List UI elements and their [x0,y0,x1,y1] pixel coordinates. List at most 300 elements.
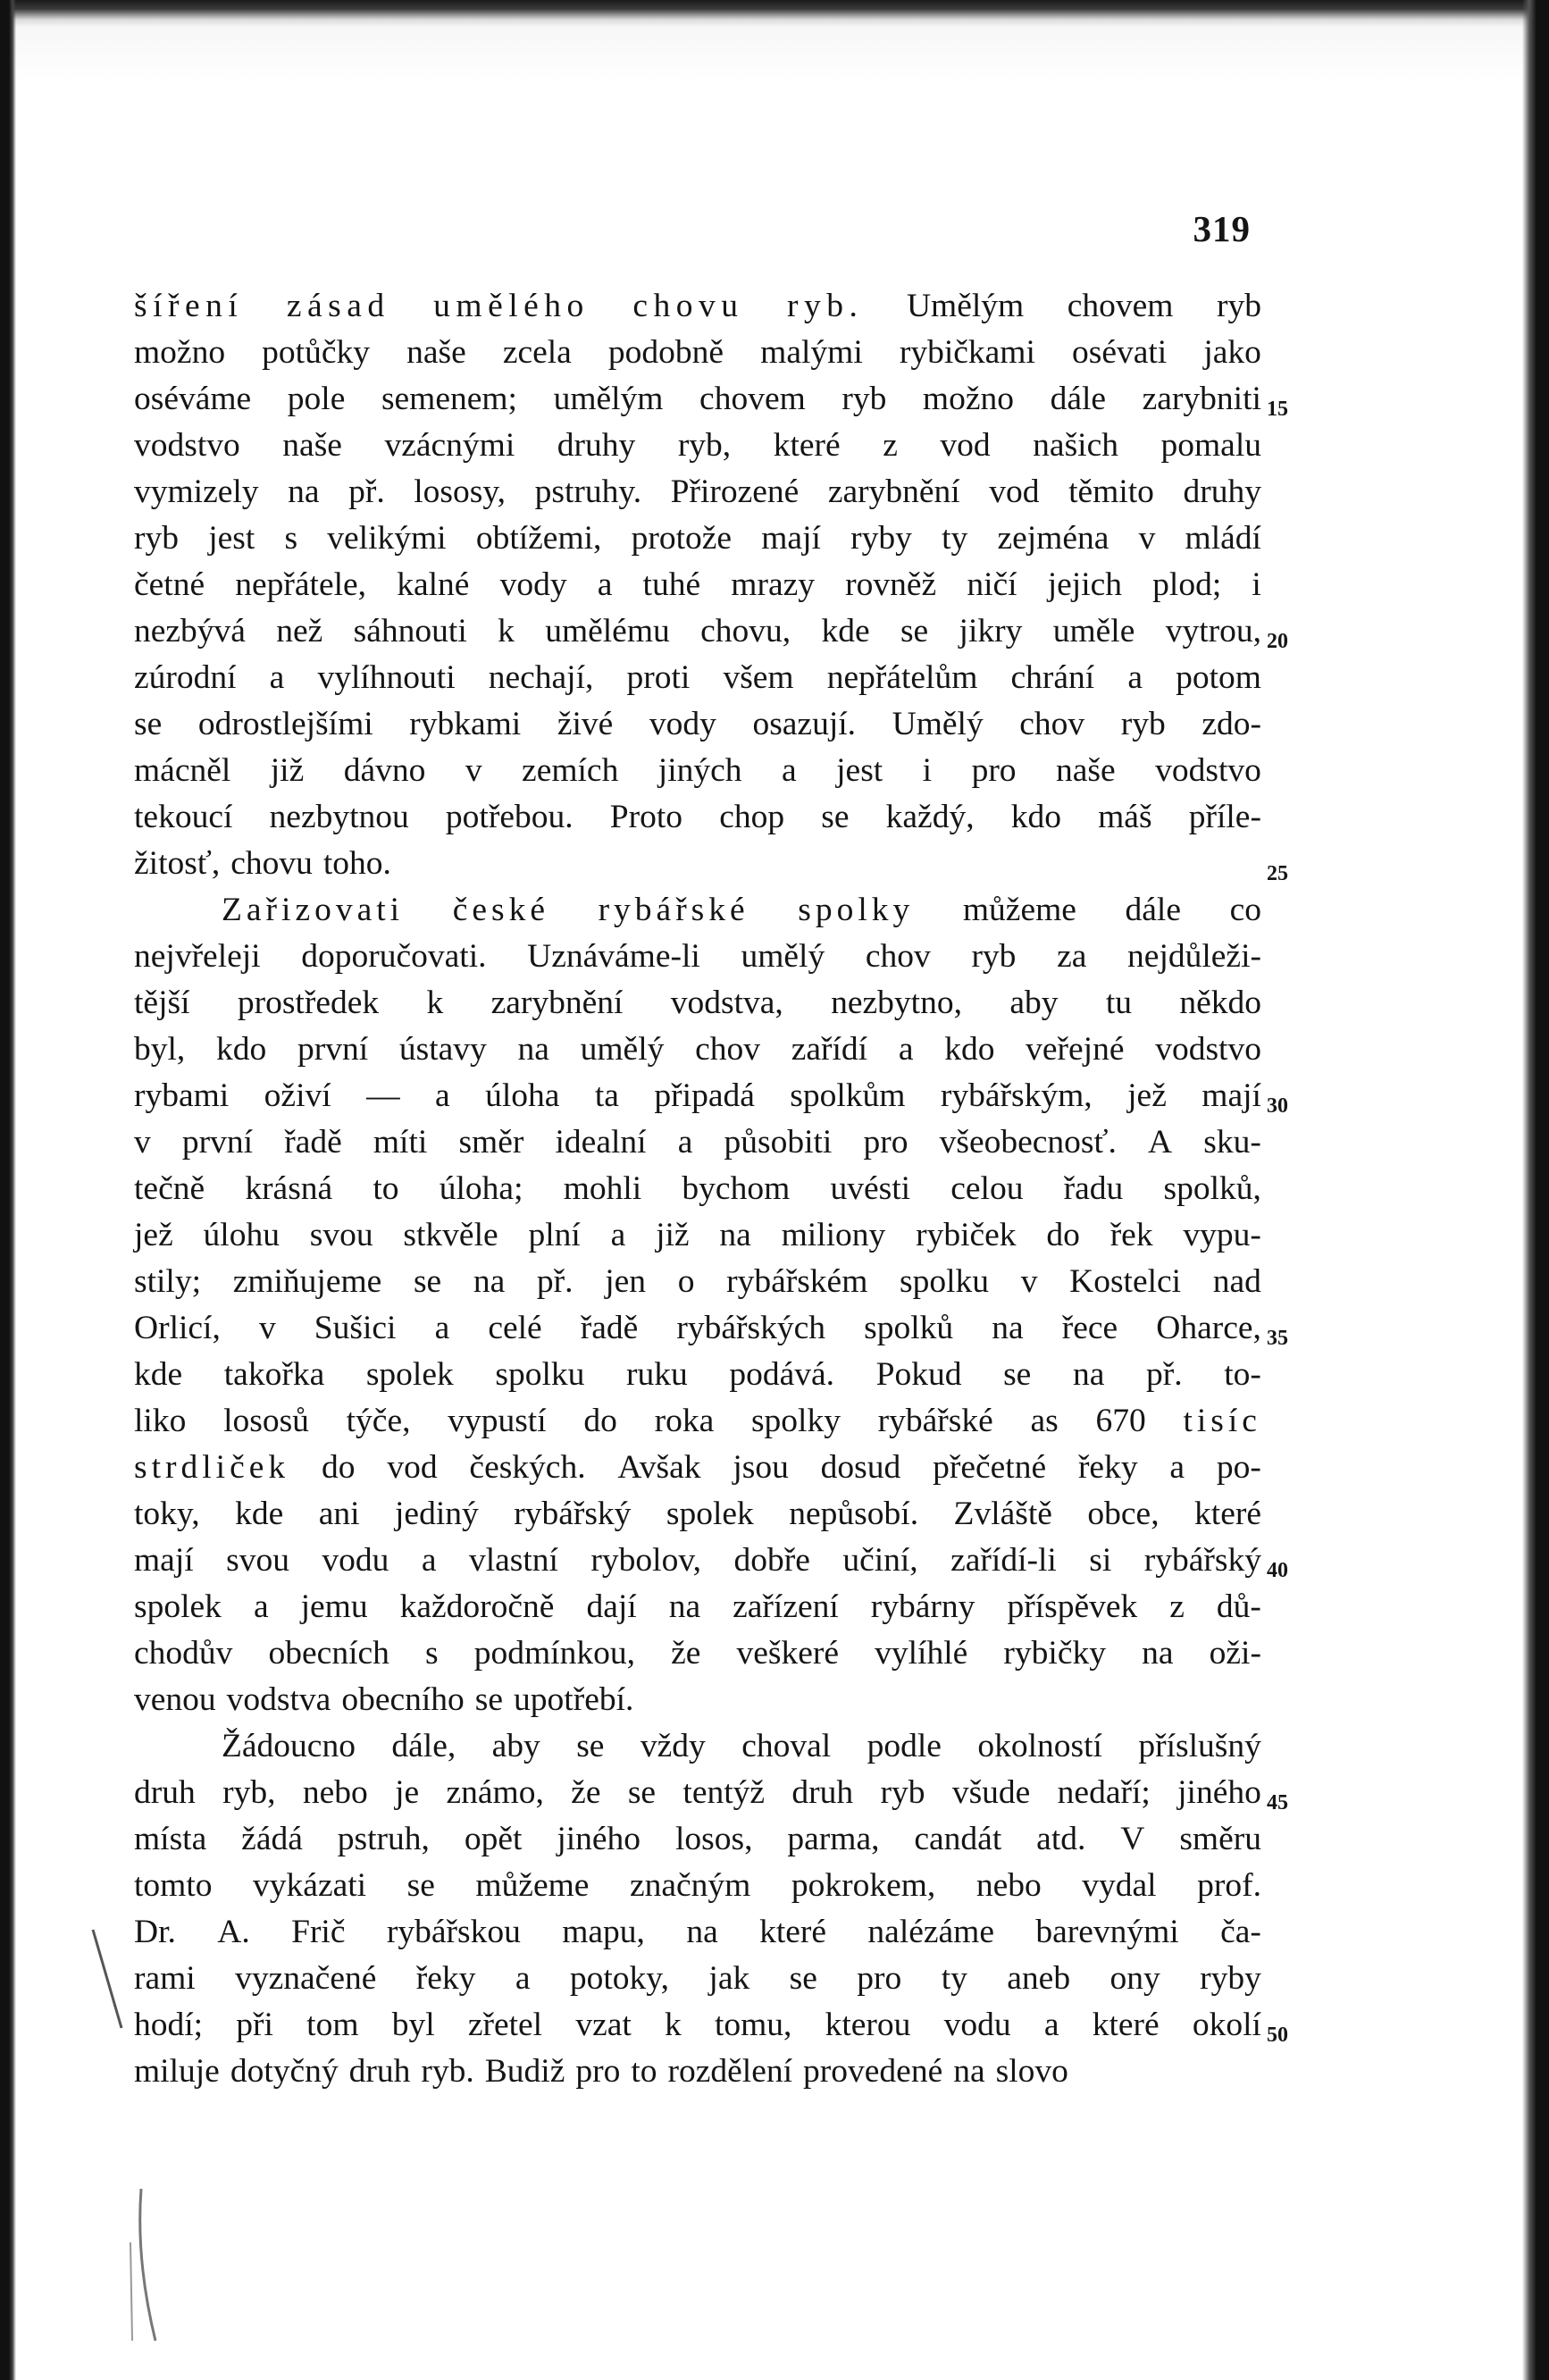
word: lososů [223,1403,309,1439]
word: Sušici [314,1310,397,1346]
word: ústavy [398,1031,487,1068]
word: stkvěle [403,1217,498,1253]
word: proti [626,659,691,696]
word: spolků, [1163,1170,1261,1207]
text-line [134,1909,1261,1956]
word: A. [217,1914,250,1950]
scan-edge-right [1522,0,1549,2380]
line-number-45: 45 [1267,1791,1288,1814]
word: všeobecnosť. [939,1124,1117,1161]
word: druhy [1183,473,1261,510]
word: nezbytno, [831,985,962,1021]
word: spolek [666,1496,754,1532]
word: ryby [1200,1960,1261,1997]
word: tější [134,985,190,1021]
word: potom [1176,659,1261,696]
word: v [1020,1263,1038,1300]
word: ryb [1120,706,1166,742]
word: které [1092,2007,1160,2043]
word: miluje [134,2053,220,2090]
word: se [1003,1356,1032,1393]
word: to- [1224,1356,1261,1393]
word: na [1142,1635,1174,1672]
word: v [465,752,482,789]
word: první [297,1031,369,1068]
word: učiní, [842,1542,918,1579]
word: příle- [1188,799,1261,835]
word: př. [536,1263,574,1300]
word: bychom [682,1170,791,1207]
word: je [395,1774,420,1811]
word: se [627,1774,657,1811]
text-line [134,1119,1261,1166]
word: se [576,1728,605,1764]
word: těmito [1068,473,1154,510]
text-line [134,748,1261,794]
word: českých. [469,1449,586,1486]
word: okolí [1192,2007,1261,2043]
word: prostředek [237,985,380,1021]
word: spolků [864,1310,954,1346]
word: týče, [346,1403,411,1439]
word: spolku [900,1263,990,1300]
word: vydal [1082,1867,1157,1904]
word: v [1138,520,1156,557]
line-number-35: 35 [1267,1327,1288,1350]
word: zarybniti [1142,381,1261,417]
word: nejvřeleji [134,938,261,975]
text-line [134,330,1261,376]
page-number: 319 [1193,208,1251,249]
word: se [789,1960,817,1997]
word: dosud [820,1449,901,1486]
word: to [631,2053,657,2090]
text-line [134,1723,1261,1770]
word: vod [989,473,1040,510]
word: rybářský [514,1496,632,1532]
text-line [134,1584,1261,1630]
text-line [134,376,1261,423]
word: se [406,1867,435,1904]
word: př. [348,473,385,510]
word: podává. [729,1356,835,1393]
word: pstruh, [337,1821,430,1857]
word: podmínkou, [473,1635,635,1672]
word: že [671,1635,701,1672]
word: zejména [997,520,1109,557]
word: lososy, [414,473,507,510]
word: zmiňujeme [232,1263,382,1300]
word: oséváme [134,381,252,417]
word: A [1148,1124,1173,1161]
word: dále, [391,1728,456,1764]
word: vylíhlé [875,1635,968,1672]
word: jikry [959,613,1023,649]
text-line [134,1259,1261,1305]
word: možno [922,381,1014,417]
word: zcela [502,334,572,371]
word: vytrou, [1165,613,1261,649]
text-line [134,1538,1261,1584]
word: ta [594,1077,619,1114]
paragraph [134,1723,1261,2095]
word: jež [1127,1077,1167,1114]
word: obecního [341,1681,465,1718]
word: spolky [750,1403,841,1439]
word: to [373,1170,399,1207]
word: působiti [724,1124,833,1161]
text-line [134,1027,1261,1073]
word: co [1229,892,1261,928]
word: jest [836,752,883,789]
text-line [134,1816,1261,1863]
word: uměle [1052,613,1135,649]
word: zarybnění [490,985,624,1021]
word: dávno [343,752,426,789]
word: kde [134,1356,183,1393]
word: kde [821,613,870,649]
word: obecních [268,1635,389,1672]
word: každý, [885,799,975,835]
word: našich [1033,427,1118,464]
word: v [134,1124,151,1161]
word: nepřátele, [235,566,367,603]
word: ryb [880,1774,925,1811]
word: Kostelci [1069,1263,1182,1300]
word: vodu [943,2007,1011,2043]
word: žádá [241,1821,303,1857]
word: oživí [264,1077,331,1114]
text-line [134,515,1261,562]
word: barevnými [1035,1914,1179,1950]
word: nezbývá [134,613,246,649]
line-number-15: 15 [1267,398,1288,421]
word: ča- [1220,1914,1261,1950]
word: obce, [1087,1496,1160,1532]
word: značným [629,1867,751,1904]
word: Umělým [906,288,1025,324]
word: tomto [134,1867,213,1904]
word: takořka [223,1356,325,1393]
word: nepřátelům [826,659,978,696]
word: chovem [699,381,806,417]
word: na [668,1588,701,1625]
word: se [821,799,850,835]
word: veřejné [1026,1031,1125,1068]
word: idealní [555,1124,647,1161]
word: nedaří; [1057,1774,1151,1811]
word: mládí [1185,520,1261,557]
word: venou [134,1681,216,1718]
word: atd. [1036,1821,1086,1857]
text-line [134,1445,1261,1491]
word: se [900,613,929,649]
word: můžeme [475,1867,590,1904]
word: rybářské [877,1403,993,1439]
word: tomu, [714,2007,792,2043]
word: možno [134,334,226,371]
word: můžeme [962,892,1076,928]
word: a [421,1542,437,1579]
word: vod [940,427,991,464]
word: ryb. [787,288,864,324]
word: nechají, [488,659,594,696]
word: parma, [787,1821,880,1857]
word: rybami [134,1077,230,1114]
word: tom [306,2007,359,2043]
word: dotyčný [230,2053,339,2090]
word: V [1120,1821,1145,1857]
word: do [321,1449,356,1486]
word: prof. [1197,1867,1261,1904]
word: vody [649,706,716,742]
word: a [597,566,613,603]
word: mají [134,1542,194,1579]
text-line [134,934,1261,980]
word: směru [1179,1821,1261,1857]
word: svou [226,1542,289,1579]
word: vylíhnouti [317,659,456,696]
word: pstruhy. [534,473,642,510]
word: Oharce, [1156,1310,1261,1346]
word: byl [391,2007,435,2043]
word: četné [134,566,205,603]
word: tu [1105,985,1132,1021]
word: ryb [1216,288,1261,324]
word: nepůsobí. [789,1496,919,1532]
word: a [610,1217,626,1253]
word: rami [134,1960,196,1997]
word: sku- [1203,1124,1261,1161]
word: někdo [1179,985,1261,1021]
word: zdo- [1202,706,1261,742]
word: ruku [625,1356,688,1393]
word: řeky [1077,1449,1138,1486]
word: roka [654,1403,715,1439]
text-line [134,1630,1261,1677]
word: vody [499,566,567,603]
line-number-20: 20 [1267,630,1288,653]
word: kdo [1010,799,1061,835]
word: provedené [803,2053,943,2090]
text-line [134,1352,1261,1398]
word: vod [387,1449,438,1486]
word: jemu [300,1588,368,1625]
word: krásná [245,1170,333,1207]
text-line [134,1073,1261,1119]
scan-edge-left [0,0,16,2380]
word: a [435,1077,450,1114]
word: potoky, [569,1960,669,1997]
word: protože [631,520,733,557]
word: za [1057,938,1087,975]
word: chovu, [700,613,791,649]
word: nalézáme [867,1914,994,1950]
word: stily; [134,1263,202,1300]
word: podle [867,1728,942,1764]
word: vodstvo [1155,752,1261,789]
word: každoročně [399,1588,555,1625]
word: tisíc [1183,1403,1261,1439]
word: pro [575,2053,621,2090]
word: potřebou. [445,799,574,835]
word: řadu [1063,1170,1124,1207]
word: rybkami [409,706,522,742]
word: na [686,1914,718,1950]
word: miliony [781,1217,886,1253]
word: aneb [1007,1960,1071,1997]
word: odrostlejšími [197,706,373,742]
word: jiných [657,752,742,789]
word: kdo [216,1031,267,1068]
word: plod; [1152,566,1222,603]
word: jejich [1047,566,1123,603]
word: nad [1212,1263,1261,1300]
word: při [236,2007,273,2043]
line-number-30: 30 [1267,1094,1288,1118]
word: řeky [415,1960,476,1997]
word: zásad [286,288,390,324]
word: semenem; [381,381,517,417]
word: uvésti [830,1170,911,1207]
word: řadě [284,1124,342,1161]
word: Avšak [617,1449,701,1486]
word: druh [134,1774,196,1811]
word: veškeré [736,1635,840,1672]
word: vypustí [448,1403,547,1439]
word: a [677,1124,693,1161]
word: doporučovati. [301,938,487,975]
word: Přirozené [670,473,800,510]
word: zarybnění [827,473,960,510]
word: a [1043,2007,1059,2043]
word: rozdělení [667,2053,793,2090]
text-line [134,1956,1261,2002]
word: chovu [230,845,313,882]
word: Proto [609,799,683,835]
word: umělým [553,381,664,417]
word: již [270,752,305,789]
word: dů- [1216,1588,1261,1625]
word: nezbytnou [269,799,409,835]
word: chrání [1010,659,1095,696]
word: strdliček [134,1449,290,1486]
word: rybářský [1143,1542,1261,1579]
word: pro [971,752,1017,789]
text-line [134,794,1261,841]
word: příslušný [1138,1728,1261,1764]
word: ryby [850,520,912,557]
word: a [434,1310,450,1346]
word: aby [491,1728,540,1764]
word: zemích [522,752,619,789]
word: toky, [134,1496,200,1532]
word: všude [951,1774,1031,1811]
word: oži- [1209,1635,1261,1672]
word: kterou [825,2007,911,2043]
word: o [677,1263,695,1300]
word: a [898,1031,914,1068]
word: mají [1202,1077,1261,1114]
word: s [425,1635,439,1672]
text-line [134,701,1261,748]
word: nejdůleži- [1127,938,1261,975]
word: ryb. [421,2053,474,2090]
word: — [366,1077,400,1114]
word: svou [309,1217,373,1253]
word: z [883,427,898,464]
word: se [474,1681,504,1718]
word: kde [235,1496,284,1532]
word: dále [1050,381,1107,417]
word: a [1169,1449,1185,1486]
word: pomalu [1160,427,1261,464]
word: příspěvek [1007,1588,1138,1625]
word: vždy [640,1728,706,1764]
word: zúrodní [134,659,237,696]
word: rybičky [1003,1635,1106,1672]
word: tentýž [682,1774,766,1811]
word: druh [348,2053,411,2090]
word: rybárny [870,1588,975,1625]
word: a [269,659,285,696]
word: ryb [134,520,179,557]
word: na [517,1031,549,1068]
word: ani [318,1496,360,1532]
word: candát [914,1821,1002,1857]
word: se [134,706,163,742]
word: rybářské [598,892,749,928]
word: dají [586,1588,637,1625]
word: šíření [134,288,244,324]
word: jsou [733,1449,789,1486]
line-number-25: 25 [1267,862,1288,885]
word: Uznáváme-li [527,938,700,975]
word: pro [857,1960,902,1997]
word: ničí [967,566,1017,603]
word: rybářským, [940,1077,1093,1114]
word: chov [695,1031,760,1068]
line-number-40: 40 [1267,1559,1288,1582]
pencil-stroke-mark [86,1921,193,2367]
word: okolností [977,1728,1102,1764]
word: jen [605,1263,647,1300]
word: vodstvo [1155,1031,1261,1068]
word: v [258,1310,276,1346]
word: a [782,752,797,789]
word: Zvláště [953,1496,1052,1532]
word: zařízení [733,1588,839,1625]
word: liko [134,1403,187,1439]
word: které [1194,1496,1261,1532]
word: z [1169,1588,1185,1625]
word: toho. [322,845,391,882]
word: úloha [485,1077,560,1114]
word: tečně [134,1170,205,1207]
word: umělému [545,613,670,649]
word: již [656,1217,690,1253]
word: druhy [557,427,636,464]
word: spolek [365,1356,454,1393]
word: vodstva, [670,985,783,1021]
word: rybářských [676,1310,826,1346]
word: aby [1009,985,1059,1021]
word: byl, [134,1031,186,1068]
word: rybářskou [386,1914,521,1950]
word: nebo [302,1774,368,1811]
word: mají [761,520,821,557]
word: kdo [944,1031,995,1068]
